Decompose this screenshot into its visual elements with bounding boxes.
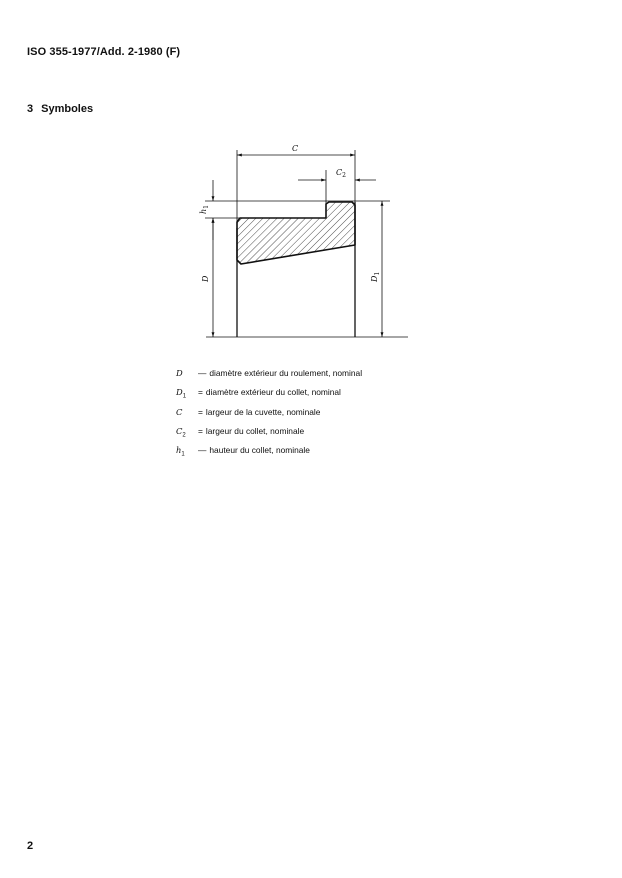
legend-symbol: $D_1$	[176, 387, 187, 400]
page-number: 2	[27, 840, 34, 852]
legend-description: hauteur du collet, nominale	[209, 445, 310, 456]
label-C2: $C_2$	[336, 168, 346, 179]
legend-separator: =	[198, 387, 203, 398]
legend-item	[176, 424, 362, 443]
label-h1: $h_1$	[199, 205, 210, 214]
legend-separator: —	[198, 368, 207, 378]
legend-symbol: C	[176, 406, 183, 417]
label-D: D	[201, 275, 210, 282]
legend-symbol: $h_1$	[176, 445, 185, 458]
legend-item	[176, 443, 362, 462]
label-D1: $D_1$	[370, 271, 381, 282]
legend-description: diamètre extérieur du roulement, nominal	[209, 368, 363, 378]
legend-description: largeur du collet, nominale	[205, 425, 305, 436]
legend-description: largeur de la cuvette, nominale	[205, 406, 321, 417]
cup-section-hatched	[237, 202, 355, 264]
legend-item	[176, 366, 362, 385]
legend-separator: =	[198, 425, 203, 436]
legend-symbol: $C_2$	[176, 425, 186, 439]
section-number: 3	[27, 103, 34, 115]
section-title: Symboles	[41, 103, 94, 115]
legend-item	[176, 385, 362, 404]
legend-item	[176, 405, 362, 424]
legend-separator: —	[198, 445, 207, 456]
symbols-legend	[176, 366, 362, 462]
legend-separator: =	[198, 406, 203, 417]
legend-description: diamètre extérieur du collet, nominal	[205, 387, 341, 398]
document-header: ISO 355-1977/Add. 2-1980 (F)	[27, 46, 181, 58]
legend-symbol: D	[176, 368, 183, 378]
label-C: C	[292, 144, 299, 153]
